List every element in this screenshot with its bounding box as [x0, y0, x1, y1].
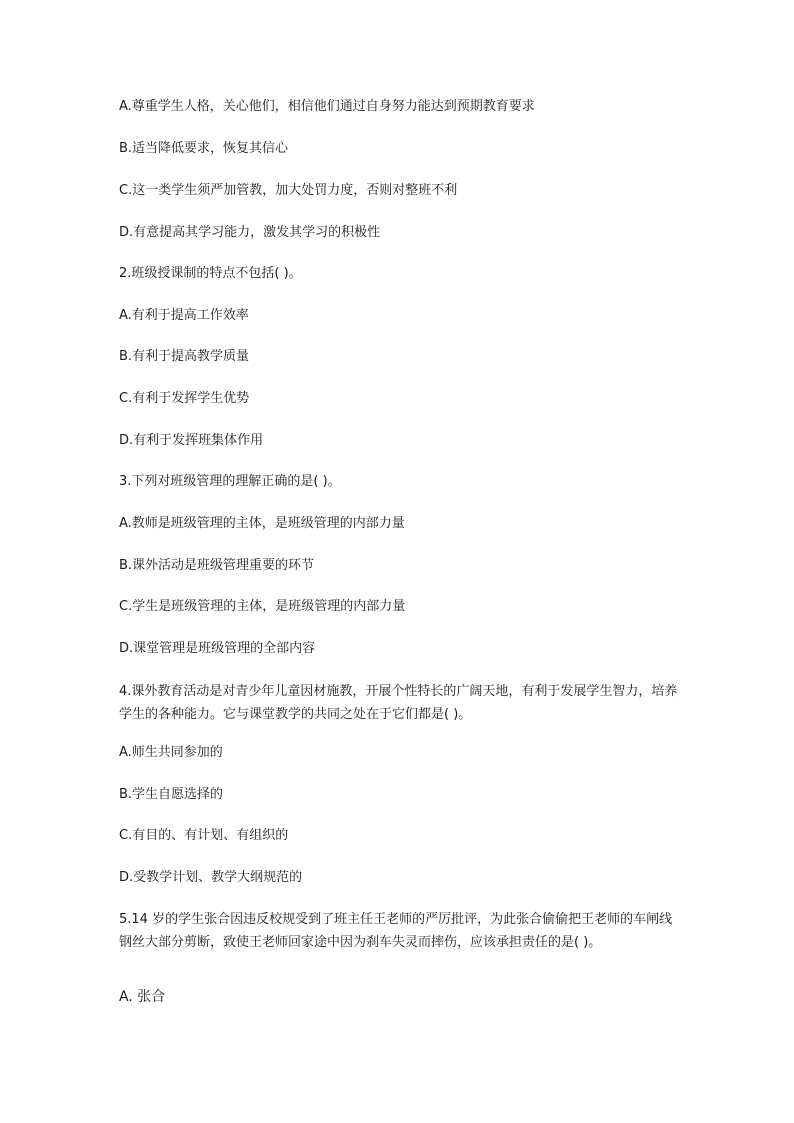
q4-option-a: A.师生共同参加的 [119, 745, 223, 760]
q3-option-b: B.课外活动是班级管理重要的环节 [119, 558, 315, 573]
q3-option-c: C.学生是班级管理的主体，是班级管理的内部力量 [119, 599, 406, 614]
option-b-lower-requirements: B.适当降低要求，恢复其信心 [119, 141, 289, 156]
option-c-strict-discipline: C.这一类学生须严加管教，加大处罚力度，否则对整班不利 [119, 183, 458, 198]
q2-option-a: A.有利于提高工作效率 [119, 308, 249, 323]
q4-option-b: B.学生自愿选择的 [119, 787, 224, 802]
q2-option-b: B.有利于提高教学质量 [119, 349, 250, 364]
q4-option-c: C.有目的、有计划、有组织的 [119, 828, 289, 843]
question-4: 4.课外教育活动是对青少年儿童因材施教，开展个性特长的广阔天地，有利于发展学生智力，培养学生的各种能力。它与课堂教学的共同之处在于它们都是( )。 [119, 684, 678, 722]
option-d-improve-ability: D.有意提高其学习能力，激发其学习的积极性 [119, 225, 381, 240]
question-5: 5.14 岁的学生张合因违反校规受到了班主任王老师的严厉批评，为此张合偷偷把王老师的车闸线钢丝大部分剪断，致使王老师回家途中因为刹车失灵而摔伤，应该承担责任的是( )。 [119, 912, 673, 950]
question-3: 3.下列对班级管理的理解正确的是( )。 [119, 474, 341, 489]
q3-option-d: D.课堂管理是班级管理的全部内容 [119, 641, 316, 656]
question-2: 2.班级授课制的特点不包括( )。 [119, 266, 302, 281]
q2-option-c: C.有利于发挥学生优势 [119, 391, 250, 406]
q3-option-a: A.教师是班级管理的主体，是班级管理的内部力量 [119, 516, 405, 531]
q2-option-d: D.有利于发挥班集体作用 [119, 433, 264, 448]
q5-option-a: A. 张合 [119, 989, 166, 1005]
q4-option-d: D.受教学计划、教学大纲规范的 [119, 870, 303, 885]
option-a-respect-students: A.尊重学生人格，关心他们，相信他们通过自身努力能达到预期教育要求 [119, 99, 535, 114]
